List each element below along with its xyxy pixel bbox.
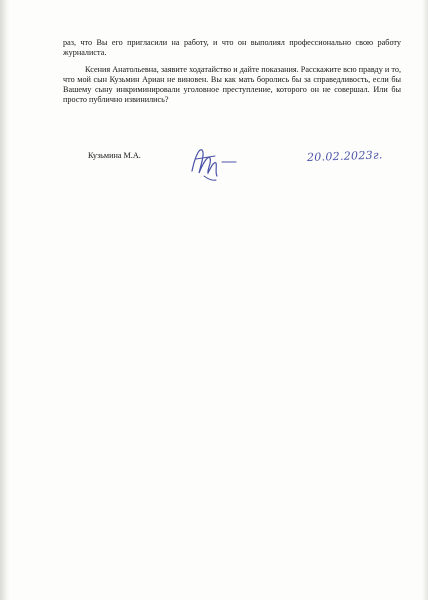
paragraph-1: раз, что Вы его пригласили на работу, и что он выполиял профессионально свою работу журналиста. bbox=[63, 38, 401, 58]
letter-body bbox=[63, 38, 401, 106]
scan-edge-right bbox=[422, 0, 428, 600]
handwritten-signature bbox=[186, 143, 242, 183]
paragraph-2: Ксения Анатольевна, заявите ходатайство и дайте показания. Расскажите всю правду и то, что мой сын Кузьмин Ариан не виновен. Вы как мать боролись бы за справедливость, если бы Вашему сыну инкриминировали уголовное преступление, которого он не совершал. Или бы просто публично извинились? bbox=[63, 64, 401, 105]
scan-edge-left bbox=[0, 0, 10, 600]
handwritten-date: 20.02.2023г. bbox=[306, 148, 383, 164]
author-name: Кузьмина М.А. bbox=[88, 151, 141, 160]
